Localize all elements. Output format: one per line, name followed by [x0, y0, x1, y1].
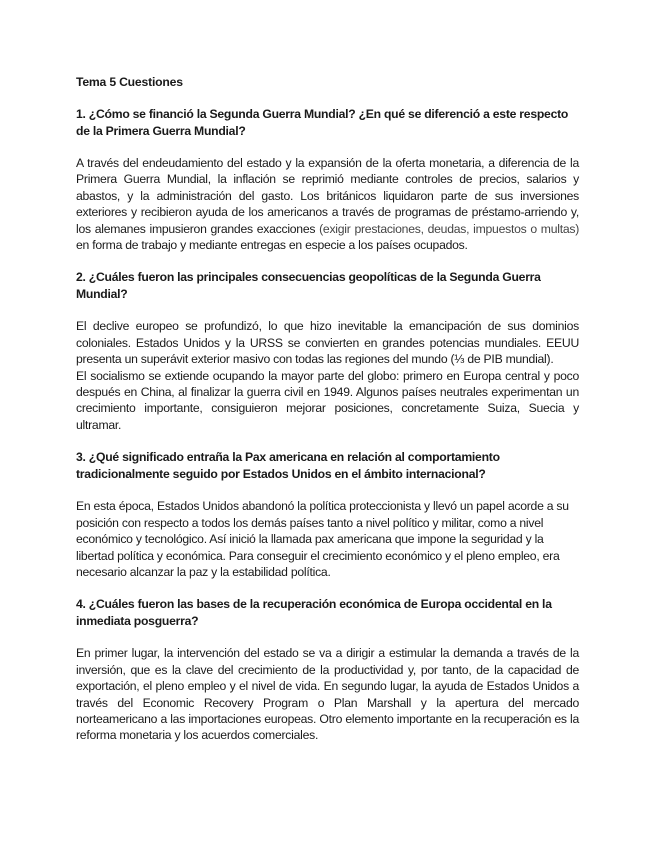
answer-1-text-b: en forma de trabajo y mediante entregas en especie a los países ocupados. [76, 238, 468, 253]
answer-1-text-a: A través del endeudamiento del estado y la expansión de la oferta monetaria, a diferencia de la Primera Guerra Mundial, la inflación se reprimió mediante controles de precios, salarios y abastos, y la administración del gasto. Los británicos liquidaron parte de sus inversiones exteriores y recibieron ayuda de los americanos a través de programas de préstamo-arriendo y, los alemanes impusieron grandes exacciones [76, 156, 579, 236]
answer-2-paragraph-2: El socialismo se extiende ocupando la mayor parte del globo: primero en Europa central y poco después en China, al finalizar la guerra civil en 1949. Algunos países neutrales experimentan un crecimiento importante, consiguieron mejorar posiciones, concretamente Suiza, Suecia y ultramar. [76, 368, 579, 432]
document-title: Tema 5 Cuestiones [76, 75, 183, 89]
answer-3: En esta época, Estados Unidos abandonó la política proteccionista y llevó un papel acorde a su posición con respecto a todos los demás países tanto a nivel político y militar, como a nivel económico y tecnológico. Así inició la llamada pax americana que impone la seguridad y la libertad política y económica. Para conseguir el crecimiento económico y el pleno empleo, era necesario alcanzar la paz y la estabilidad política. [76, 499, 569, 579]
question-3: 3. ¿Qué significado entraña la Pax americana en relación al comportamiento tradicionalmente seguido por Estados Unidos en el ámbito internacional? [76, 450, 500, 481]
answer-1 [76, 155, 579, 253]
question-1: 1. ¿Cómo se financió la Segunda Guerra Mundial? ¿En qué se diferenció a este respecto de la Primera Guerra Mundial? [76, 107, 569, 138]
question-2: 2. ¿Cuáles fueron las principales consecuencias geopolíticas de la Segunda Guerra Mundial? [76, 270, 541, 301]
answer-2-paragraph-1: El declive europeo se profundizó, lo que hizo inevitable la emancipación de sus dominios coloniales. Estados Unidos y la URSS se convierten en grandes potencias mundiales. EEUU presenta un superávit exterior masivo con todas las regiones del mundo (⅓ de PIB mundial). [76, 319, 579, 367]
question-4: 4. ¿Cuáles fueron las bases de la recuperación económica de Europa occidental en la inmediata posguerra? [76, 597, 552, 628]
answer-4: En primer lugar, la intervención del estado se va a dirigir a estimular la demanda a través de la inversión, que es la clave del crecimiento de la productividad y, por tanto, de la capacidad de exportación, el pleno empleo y el nivel de vida. En segundo lugar, la ayuda de Estados Unidos a través del Economic Recovery Program o Plan Marshall y la apertura del mercado norteamericano a las importaciones europeas. Otro elemento importante en la recuperación es la reforma monetaria y los acuerdos comerciales. [76, 646, 579, 743]
answer-2 [76, 318, 579, 433]
document-body [76, 74, 579, 760]
answer-1-aside: (exigir prestaciones, deudas, impuestos o multas) [319, 221, 580, 236]
